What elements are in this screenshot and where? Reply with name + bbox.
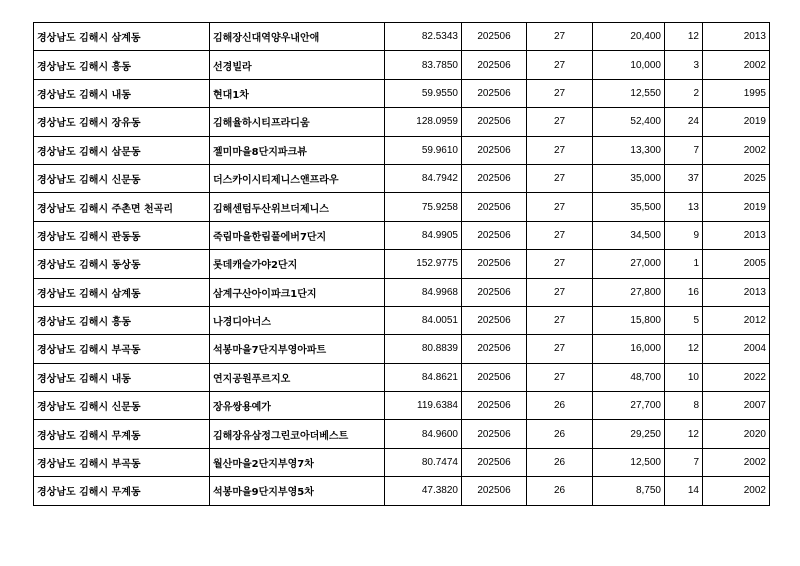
location-cell: 경상남도 김해시 무계동 bbox=[34, 477, 210, 505]
floor-cell: 7 bbox=[665, 448, 703, 476]
contract-day-cell: 27 bbox=[527, 23, 593, 51]
location-cell: 경상남도 김해시 흥동 bbox=[34, 306, 210, 334]
price-cell: 52,400 bbox=[593, 108, 665, 136]
area-cell: 84.9968 bbox=[385, 278, 462, 306]
contract-day-cell: 27 bbox=[527, 136, 593, 164]
build-year-cell: 2002 bbox=[703, 51, 770, 79]
contract-month-cell: 202506 bbox=[462, 250, 527, 278]
build-year-cell: 2002 bbox=[703, 136, 770, 164]
contract-day-cell: 27 bbox=[527, 278, 593, 306]
area-cell: 84.7942 bbox=[385, 164, 462, 192]
floor-cell: 8 bbox=[665, 392, 703, 420]
floor-cell: 5 bbox=[665, 306, 703, 334]
location-cell: 경상남도 김해시 내동 bbox=[34, 79, 210, 107]
build-year-cell: 2002 bbox=[703, 477, 770, 505]
area-cell: 128.0959 bbox=[385, 108, 462, 136]
area-cell: 152.9775 bbox=[385, 250, 462, 278]
area-cell: 59.9550 bbox=[385, 79, 462, 107]
location-cell: 경상남도 김해시 삼문동 bbox=[34, 136, 210, 164]
contract-day-cell: 26 bbox=[527, 392, 593, 420]
price-cell: 27,000 bbox=[593, 250, 665, 278]
complex-name-cell: 선경빌라 bbox=[210, 51, 385, 79]
location-cell: 경상남도 김해시 무계동 bbox=[34, 420, 210, 448]
location-cell: 경상남도 김해시 장유동 bbox=[34, 108, 210, 136]
price-cell: 10,000 bbox=[593, 51, 665, 79]
build-year-cell: 2012 bbox=[703, 306, 770, 334]
contract-day-cell: 27 bbox=[527, 51, 593, 79]
table-row bbox=[34, 278, 770, 306]
floor-cell: 37 bbox=[665, 164, 703, 192]
table-row bbox=[34, 477, 770, 505]
table-body bbox=[34, 23, 770, 506]
table-row bbox=[34, 51, 770, 79]
area-cell: 83.7850 bbox=[385, 51, 462, 79]
location-cell: 경상남도 김해시 부곡동 bbox=[34, 335, 210, 363]
contract-day-cell: 26 bbox=[527, 448, 593, 476]
table-row bbox=[34, 392, 770, 420]
contract-month-cell: 202506 bbox=[462, 392, 527, 420]
contract-month-cell: 202506 bbox=[462, 136, 527, 164]
complex-name-cell: 나경디아너스 bbox=[210, 306, 385, 334]
complex-name-cell: 삼계구산아이파크1단지 bbox=[210, 278, 385, 306]
floor-cell: 3 bbox=[665, 51, 703, 79]
complex-name-cell: 김해율하시티프라디움 bbox=[210, 108, 385, 136]
price-cell: 16,000 bbox=[593, 335, 665, 363]
floor-cell: 10 bbox=[665, 363, 703, 391]
build-year-cell: 2004 bbox=[703, 335, 770, 363]
area-cell: 84.8621 bbox=[385, 363, 462, 391]
complex-name-cell: 김해장유삼정그린코아더베스트 bbox=[210, 420, 385, 448]
contract-month-cell: 202506 bbox=[462, 306, 527, 334]
price-cell: 12,500 bbox=[593, 448, 665, 476]
table-row bbox=[34, 306, 770, 334]
floor-cell: 16 bbox=[665, 278, 703, 306]
floor-cell: 9 bbox=[665, 221, 703, 249]
location-cell: 경상남도 김해시 주촌면 천곡리 bbox=[34, 193, 210, 221]
table-row bbox=[34, 250, 770, 278]
price-cell: 13,300 bbox=[593, 136, 665, 164]
contract-day-cell: 26 bbox=[527, 420, 593, 448]
price-cell: 34,500 bbox=[593, 221, 665, 249]
complex-name-cell: 김해센텀두산위브더제니스 bbox=[210, 193, 385, 221]
location-cell: 경상남도 김해시 동상동 bbox=[34, 250, 210, 278]
price-cell: 48,700 bbox=[593, 363, 665, 391]
contract-month-cell: 202506 bbox=[462, 278, 527, 306]
table-row bbox=[34, 448, 770, 476]
table-row bbox=[34, 420, 770, 448]
complex-name-cell: 죽림마을한림풀에버7단지 bbox=[210, 221, 385, 249]
contract-day-cell: 27 bbox=[527, 306, 593, 334]
contract-month-cell: 202506 bbox=[462, 221, 527, 249]
complex-name-cell: 김해장신대역양우내안애 bbox=[210, 23, 385, 51]
area-cell: 84.9905 bbox=[385, 221, 462, 249]
transactions-table bbox=[33, 22, 770, 506]
location-cell: 경상남도 김해시 내동 bbox=[34, 363, 210, 391]
location-cell: 경상남도 김해시 흥동 bbox=[34, 51, 210, 79]
contract-day-cell: 27 bbox=[527, 363, 593, 391]
price-cell: 15,800 bbox=[593, 306, 665, 334]
build-year-cell: 1995 bbox=[703, 79, 770, 107]
floor-cell: 24 bbox=[665, 108, 703, 136]
floor-cell: 7 bbox=[665, 136, 703, 164]
contract-day-cell: 27 bbox=[527, 164, 593, 192]
contract-month-cell: 202506 bbox=[462, 448, 527, 476]
contract-day-cell: 27 bbox=[527, 221, 593, 249]
price-cell: 35,500 bbox=[593, 193, 665, 221]
contract-day-cell: 27 bbox=[527, 193, 593, 221]
build-year-cell: 2020 bbox=[703, 420, 770, 448]
build-year-cell: 2022 bbox=[703, 363, 770, 391]
contract-day-cell: 27 bbox=[527, 108, 593, 136]
area-cell: 84.9600 bbox=[385, 420, 462, 448]
complex-name-cell: 월산마을2단지부영7차 bbox=[210, 448, 385, 476]
table-row bbox=[34, 164, 770, 192]
contract-month-cell: 202506 bbox=[462, 335, 527, 363]
floor-cell: 14 bbox=[665, 477, 703, 505]
floor-cell: 12 bbox=[665, 23, 703, 51]
contract-day-cell: 27 bbox=[527, 79, 593, 107]
floor-cell: 12 bbox=[665, 335, 703, 363]
contract-month-cell: 202506 bbox=[462, 477, 527, 505]
complex-name-cell: 현대1차 bbox=[210, 79, 385, 107]
location-cell: 경상남도 김해시 신문동 bbox=[34, 164, 210, 192]
build-year-cell: 2019 bbox=[703, 193, 770, 221]
price-cell: 35,000 bbox=[593, 164, 665, 192]
area-cell: 59.9610 bbox=[385, 136, 462, 164]
area-cell: 80.7474 bbox=[385, 448, 462, 476]
location-cell: 경상남도 김해시 부곡동 bbox=[34, 448, 210, 476]
location-cell: 경상남도 김해시 삼계동 bbox=[34, 23, 210, 51]
build-year-cell: 2019 bbox=[703, 108, 770, 136]
build-year-cell: 2007 bbox=[703, 392, 770, 420]
area-cell: 82.5343 bbox=[385, 23, 462, 51]
build-year-cell: 2013 bbox=[703, 23, 770, 51]
contract-day-cell: 27 bbox=[527, 335, 593, 363]
contract-month-cell: 202506 bbox=[462, 51, 527, 79]
contract-month-cell: 202506 bbox=[462, 164, 527, 192]
location-cell: 경상남도 김해시 관동동 bbox=[34, 221, 210, 249]
price-cell: 27,800 bbox=[593, 278, 665, 306]
price-cell: 20,400 bbox=[593, 23, 665, 51]
floor-cell: 13 bbox=[665, 193, 703, 221]
complex-name-cell: 더스카이시티제니스앤프라우 bbox=[210, 164, 385, 192]
floor-cell: 2 bbox=[665, 79, 703, 107]
price-cell: 8,750 bbox=[593, 477, 665, 505]
complex-name-cell: 석봉마을7단지부영아파트 bbox=[210, 335, 385, 363]
area-cell: 47.3820 bbox=[385, 477, 462, 505]
area-cell: 119.6384 bbox=[385, 392, 462, 420]
location-cell: 경상남도 김해시 신문동 bbox=[34, 392, 210, 420]
price-cell: 27,700 bbox=[593, 392, 665, 420]
area-cell: 80.8839 bbox=[385, 335, 462, 363]
table-row bbox=[34, 335, 770, 363]
table-row bbox=[34, 108, 770, 136]
table-row bbox=[34, 79, 770, 107]
table-row bbox=[34, 221, 770, 249]
table-row bbox=[34, 136, 770, 164]
build-year-cell: 2002 bbox=[703, 448, 770, 476]
floor-cell: 12 bbox=[665, 420, 703, 448]
table-row bbox=[34, 363, 770, 391]
contract-month-cell: 202506 bbox=[462, 108, 527, 136]
contract-month-cell: 202506 bbox=[462, 79, 527, 107]
contract-month-cell: 202506 bbox=[462, 363, 527, 391]
table-row bbox=[34, 23, 770, 51]
complex-name-cell: 젤미마을8단지파크뷰 bbox=[210, 136, 385, 164]
price-cell: 29,250 bbox=[593, 420, 665, 448]
complex-name-cell: 롯데캐슬가야2단지 bbox=[210, 250, 385, 278]
floor-cell: 1 bbox=[665, 250, 703, 278]
contract-day-cell: 26 bbox=[527, 477, 593, 505]
price-cell: 12,550 bbox=[593, 79, 665, 107]
complex-name-cell: 장유쌍용예가 bbox=[210, 392, 385, 420]
contract-day-cell: 27 bbox=[527, 250, 593, 278]
table-row bbox=[34, 193, 770, 221]
contract-month-cell: 202506 bbox=[462, 420, 527, 448]
area-cell: 84.0051 bbox=[385, 306, 462, 334]
build-year-cell: 2013 bbox=[703, 221, 770, 249]
complex-name-cell: 석봉마을9단지부영5차 bbox=[210, 477, 385, 505]
build-year-cell: 2025 bbox=[703, 164, 770, 192]
location-cell: 경상남도 김해시 삼계동 bbox=[34, 278, 210, 306]
build-year-cell: 2013 bbox=[703, 278, 770, 306]
contract-month-cell: 202506 bbox=[462, 193, 527, 221]
complex-name-cell: 연지공원푸르지오 bbox=[210, 363, 385, 391]
build-year-cell: 2005 bbox=[703, 250, 770, 278]
contract-month-cell: 202506 bbox=[462, 23, 527, 51]
area-cell: 75.9258 bbox=[385, 193, 462, 221]
